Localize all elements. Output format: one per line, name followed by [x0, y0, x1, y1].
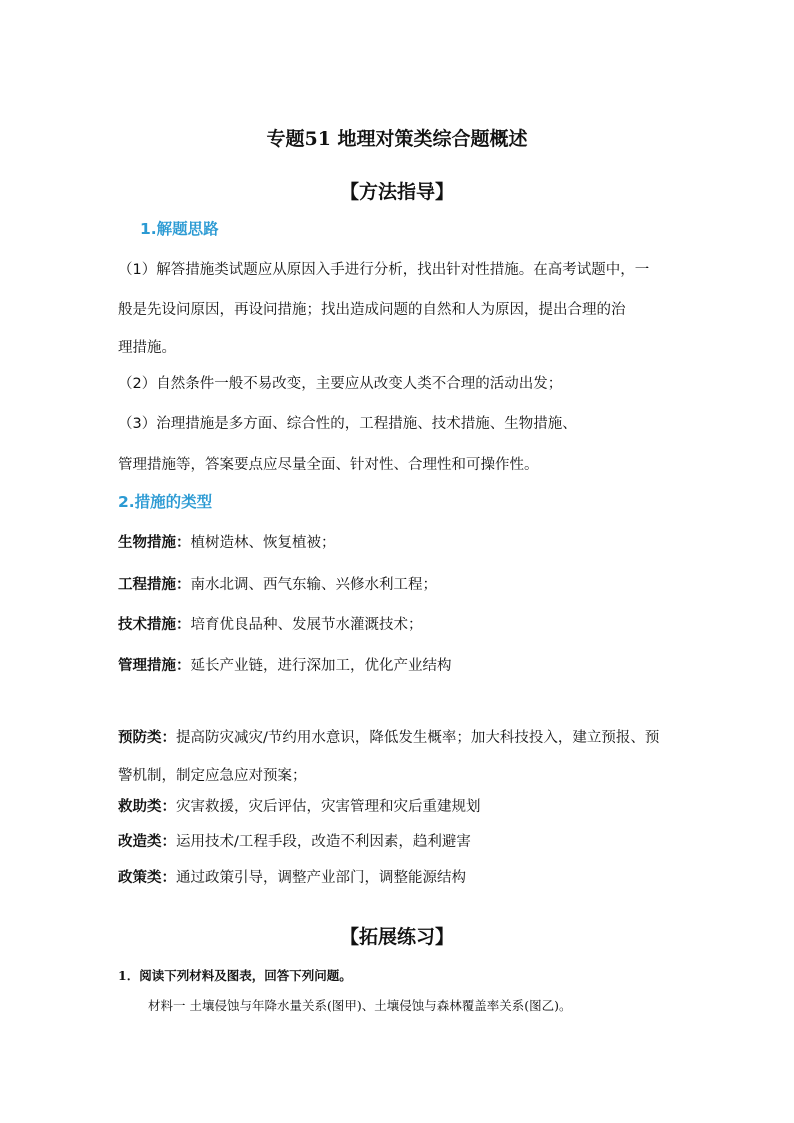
policy-text: 通过政策引导，调整产业部门，调整能源结构	[176, 870, 466, 886]
measure-biological	[118, 531, 336, 552]
rescue-label: 救助类：	[118, 799, 176, 815]
rescue-text: 灾害救援，灾后评估，灾害管理和灾后重建规划	[176, 799, 481, 815]
prevention-line-2: 警机制，制定应急应对预案；	[118, 768, 307, 784]
measure-text: 延长产业链，进行深加工，优化产业结构	[190, 658, 452, 674]
question-1: 1．阅读下列材料及图表，回答下列问题。	[118, 968, 352, 983]
measure-label: 管理措施：	[118, 658, 191, 674]
measure-label: 技术措施：	[118, 617, 191, 633]
measure-text: 南水北调、西气东输、兴修水利工程；	[190, 577, 437, 593]
measure-label: 生物措施：	[118, 535, 191, 551]
measure-label: 工程措施：	[118, 577, 191, 593]
prevention-text: 提高防灾减灾/节约用水意识，降低发生概率；加大科技投入，建立预报、预	[176, 730, 660, 746]
rescue-line	[118, 795, 481, 816]
paragraph-1-line-1: （1）解答措施类试题应从原因入手进行分析，找出针对性措施。在高考试题中，一	[118, 262, 650, 278]
prevention-line-1	[118, 726, 659, 747]
reform-label: 改造类：	[118, 834, 176, 850]
measure-text: 培育优良品种、发展节水灌溉技术；	[190, 617, 423, 633]
measure-engineering	[118, 573, 437, 594]
prevention-label: 预防类：	[118, 730, 176, 746]
paragraph-1-line-2: 般是先设问原因，再设问措施；找出造成问题的自然和人为原因，提出合理的治	[118, 302, 626, 318]
paragraph-3-line-2: 管理措施等，答案要点应尽量全面、针对性、合理性和可操作性。	[118, 457, 539, 473]
page-title: 专题51 地理对策类综合题概述	[266, 128, 528, 150]
measure-management	[118, 654, 452, 675]
material-1: 材料一 土壤侵蚀与年降水量关系(图甲)、土壤侵蚀与森林覆盖率关系(图乙)。	[148, 998, 572, 1013]
paragraph-3-line-1: （3）治理措施是多方面、综合性的，工程措施、技术措施、生物措施、	[118, 416, 577, 432]
method-guide-header: 【方法指导】	[339, 181, 454, 203]
extended-practice-header: 【拓展练习】	[339, 926, 454, 948]
reform-text: 运用技术/工程手段，改造不利因素，趋利避害	[176, 834, 471, 850]
policy-label: 政策类：	[118, 870, 176, 886]
policy-line	[118, 866, 466, 887]
measure-technical	[118, 613, 423, 634]
paragraph-2: （2）自然条件一般不易改变，主要应从改变人类不合理的活动出发；	[118, 376, 563, 392]
heading-solution-approach: 1.解题思路	[140, 220, 219, 238]
paragraph-1-line-3: 理措施。	[118, 340, 176, 356]
measure-text: 植树造林、恢复植被；	[190, 535, 336, 551]
reform-line	[118, 830, 471, 851]
heading-measure-types: 2.措施的类型	[118, 493, 213, 511]
